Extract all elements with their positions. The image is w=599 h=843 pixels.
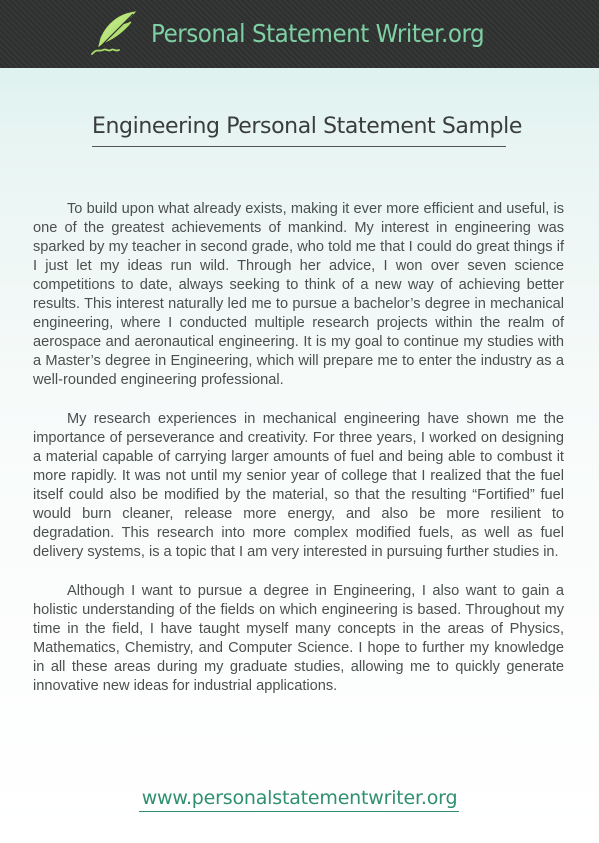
paragraph-2: My research experiences in mechanical engineering have shown me the importance of perseverance and creativity. For three years, I worked on designing a material capable of carrying larger amounts of fuel and being able to combust it more rapidly. It was not until my senior year of college that I realized that the fuel itself could also be modified by the material, so that the resulting “Fortified” fuel would burn cleaner, release more energy, and also be more resilient to degradation. This research into more complex modified fuels, as well as fuel delivery systems, is a topic that I am very interested in pursuing further studies in.: [33, 411, 564, 560]
footer-link-underline: [139, 811, 459, 812]
footer-link[interactable]: www.personalstatementwriter.org: [141, 787, 458, 809]
title-underline: [92, 146, 506, 147]
paragraph-1: To build upon what already exists, making it ever more efficient and useful, is one of the greatest achievements of mankind. My interest in engineering was sparked by my teacher in second grade, who told me that I could do great things if I just let my ideas run wild. Through her advice, I won over seven science competitions to date, always seeking to think of a new way of achieving better results. This interest naturally led me to pursue a bachelor’s degree in mechanical engineering, where I conducted multiple research projects within the realm of aerospace and aeronautical engineering. It is my goal to continue my studies with a Master’s degree in Engineering, which will prepare me to enter the industry as a well-rounded engineering professional.: [33, 201, 564, 388]
page-title: Engineering Personal Statement Sample: [92, 114, 522, 139]
feather-quill-icon: [89, 8, 141, 60]
site-header: [0, 0, 599, 68]
statement-body: [33, 200, 564, 696]
brand-name[interactable]: Personal Statement Writer.org: [151, 19, 485, 48]
paragraph-3: Although I want to pursue a degree in Engineering, I also want to gain a holistic understanding of the fields on which engineering is based. Throughout my time in the field, I have taught myself many concepts in the areas of Physics, Mathematics, Chemistry, and Computer Science. I hope to further my knowledge in all these areas during my graduate studies, allowing me to quickly generate innovative new ideas for industrial applications.: [33, 583, 564, 694]
